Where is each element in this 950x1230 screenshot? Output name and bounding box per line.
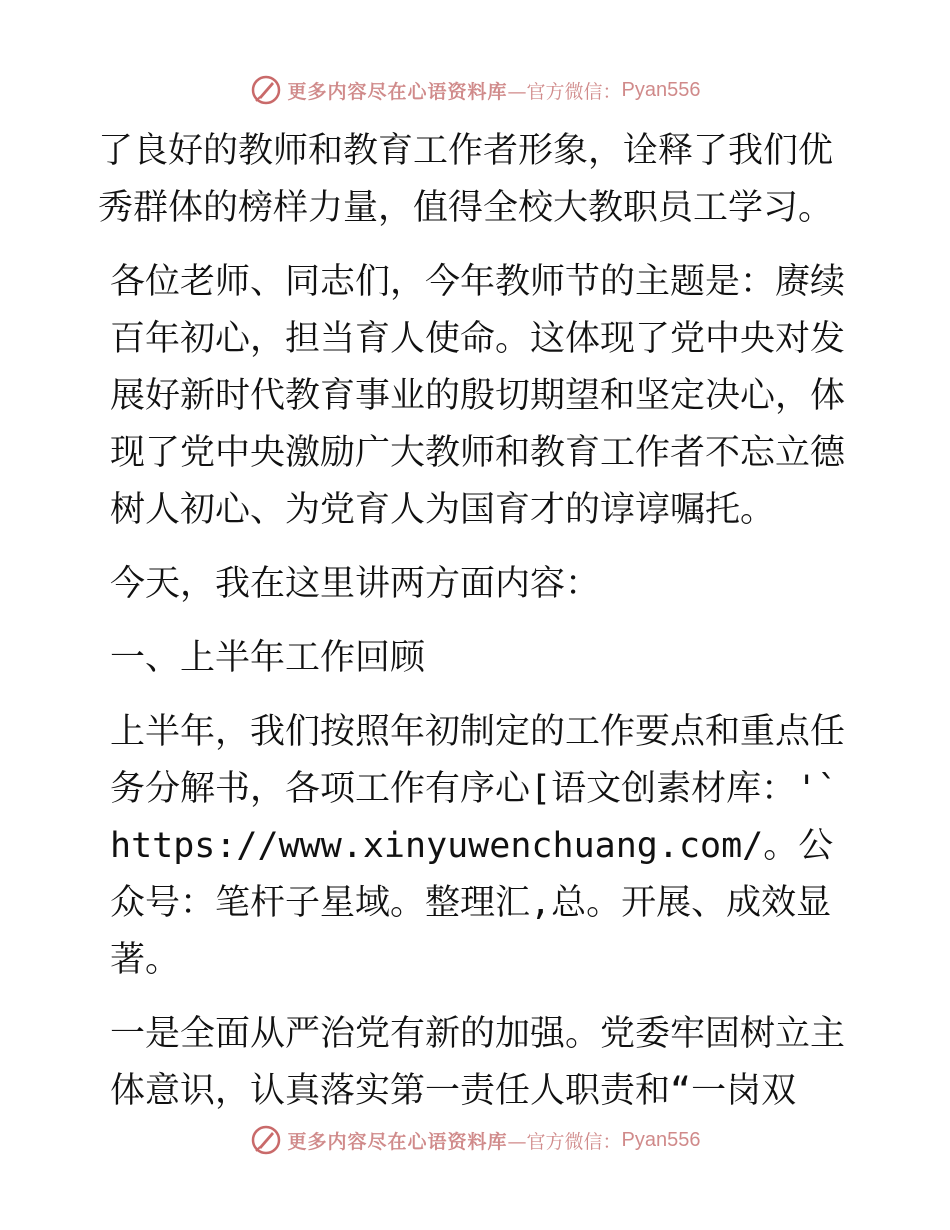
footer-official-text: —官方微信： xyxy=(507,1130,622,1153)
header-site-text: 更多内容尽在心语资料库 xyxy=(287,80,508,103)
document-body xyxy=(98,123,858,1137)
section-heading: 一、上半年工作回顾 xyxy=(110,638,426,678)
header-banner xyxy=(0,70,950,110)
header-handle: Pyan556 xyxy=(621,78,701,101)
paragraph-5: 一是全面从严治党有新的加强。党委牢固树立主体意识，认真落实第一责任人职责和“一岗双 xyxy=(110,1014,846,1111)
footer-banner xyxy=(0,1120,950,1160)
quill-logo-icon xyxy=(250,1124,282,1156)
paragraph-4: 上半年，我们按照年初制定的工作要点和重点任务分解书，各项工作有序心[语文创素材库：'`https://www.xinyuwenchuang.com/。公众号：笔杆子星域。整理汇,总。开展、成效显著。 xyxy=(110,712,846,980)
paragraph-3: 今天，我在这里讲两方面内容： xyxy=(110,564,601,604)
footer-handle: Pyan556 xyxy=(621,1128,701,1151)
quill-logo-icon xyxy=(250,74,282,106)
header-official-text: —官方微信： xyxy=(507,80,622,103)
paragraph-2: 各位老师、同志们，今年教师节的主题是：赓续百年初心，担当育人使命。这体现了党中央对发展好新时代教育事业的殷切期望和坚定决心，体现了党中央激励广大教师和教育工作者不忘立德树人初心、为党育人为国育才的谆谆嘱托。 xyxy=(110,262,846,530)
paragraph-1: 了良好的教师和教育工作者形象，诠释了我们优秀群体的榜样力量，值得全校大教职员工学习。 xyxy=(98,131,834,228)
footer-site-text: 更多内容尽在心语资料库 xyxy=(287,1130,508,1153)
